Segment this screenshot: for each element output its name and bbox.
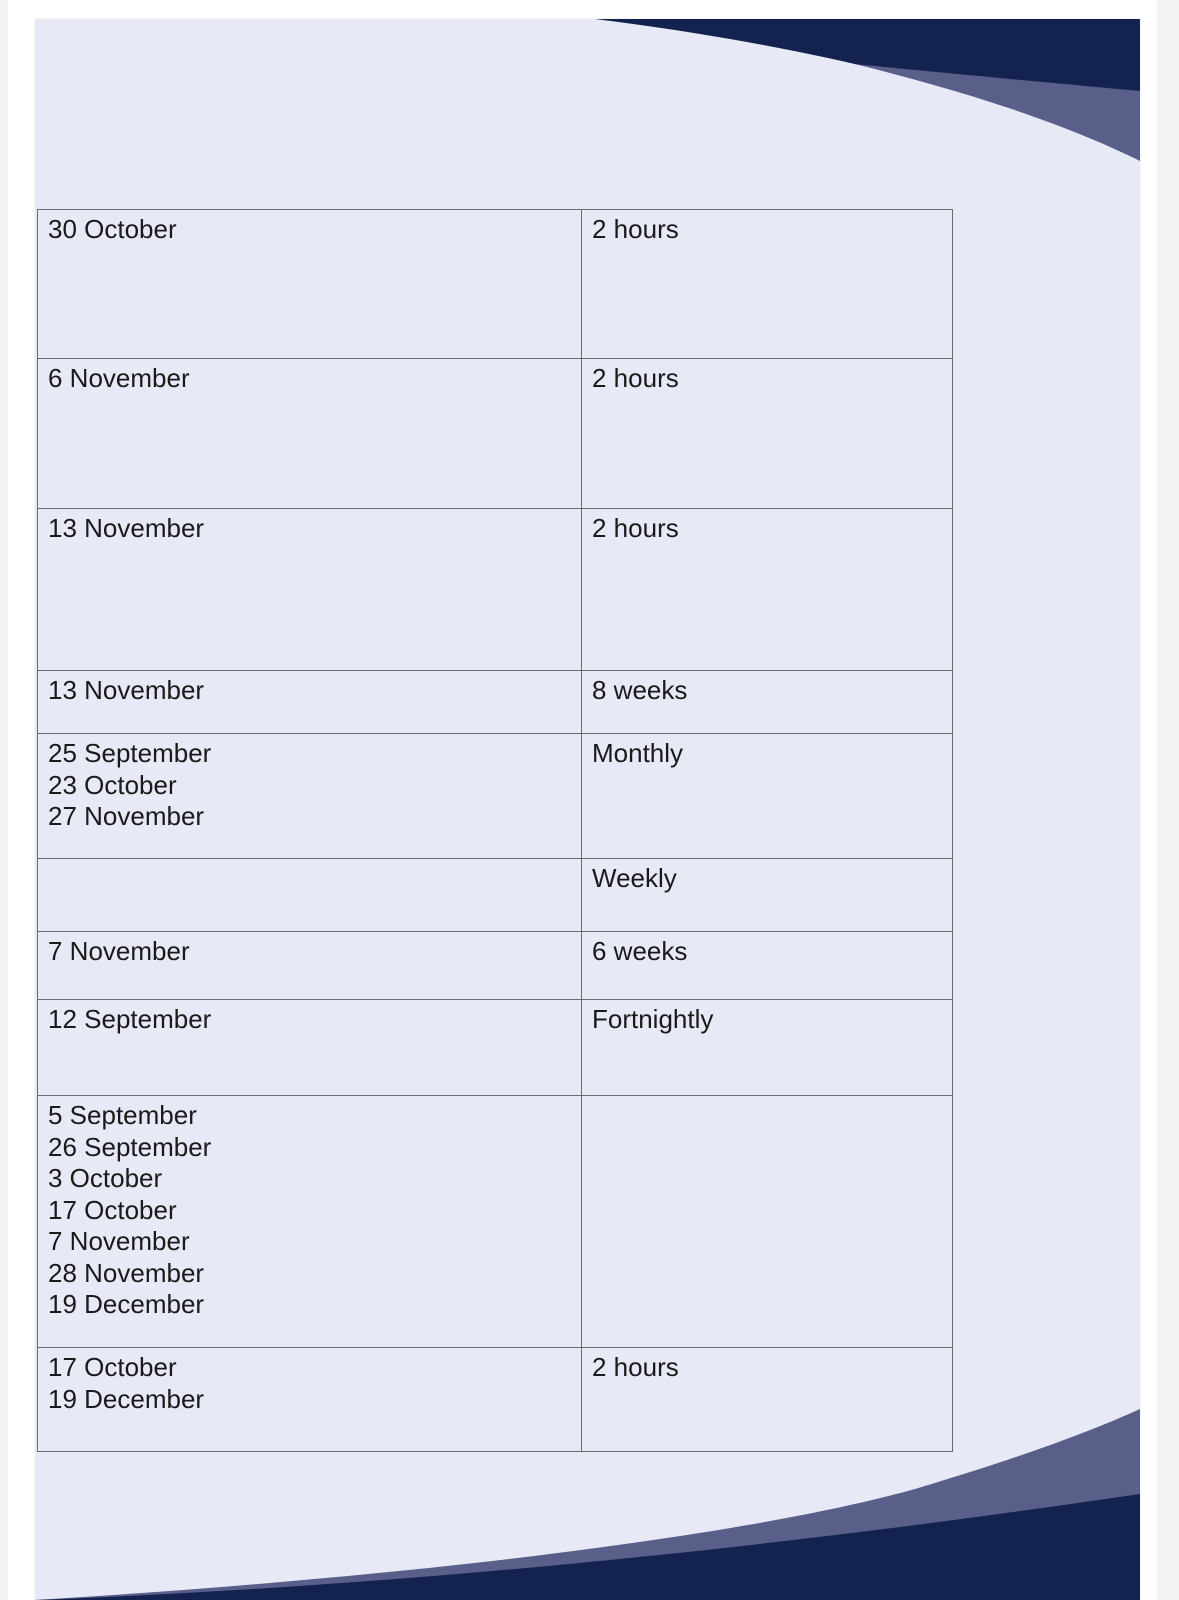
date-cell [38, 859, 582, 932]
table-row [38, 1348, 953, 1452]
page-top-margin [8, 0, 1157, 19]
duration-text: Monthly [592, 738, 684, 768]
date-text: 17 October [48, 1194, 177, 1225]
date-cell [38, 210, 582, 359]
duration-cell [582, 1348, 953, 1452]
duration-text: Fortnightly [592, 1004, 714, 1034]
date-cell [38, 932, 582, 1000]
duration-text: 2 hours [592, 363, 679, 393]
duration-text: Weekly [592, 863, 677, 893]
duration-cell [582, 1096, 953, 1348]
table-row [38, 859, 953, 932]
duration-cell [582, 359, 953, 509]
date-cell [38, 734, 582, 859]
table-row [38, 1096, 953, 1348]
table-row [38, 734, 953, 859]
duration-cell [582, 734, 953, 859]
date-text: 13 November [48, 675, 205, 705]
date-text: 26 September [48, 1131, 212, 1162]
date-text: 28 November [48, 1257, 205, 1288]
date-cell [38, 1096, 582, 1348]
document-page [35, 19, 1140, 1600]
page-left-margin [8, 0, 35, 1600]
date-text: 19 December [48, 1383, 205, 1414]
date-text: 19 December [48, 1289, 205, 1319]
duration-cell [582, 1000, 953, 1096]
table-row [38, 210, 953, 359]
table-row [38, 359, 953, 509]
table-row [38, 509, 953, 671]
date-text: 25 September [48, 738, 212, 768]
duration-cell [582, 509, 953, 671]
date-cell [38, 1000, 582, 1096]
date-text: 27 November [48, 801, 205, 831]
duration-text: 6 weeks [592, 936, 688, 966]
schedule-table [37, 209, 953, 1452]
date-cell [38, 671, 582, 734]
date-text: 7 November [48, 936, 190, 966]
duration-cell [582, 932, 953, 1000]
duration-text: 2 hours [592, 1352, 679, 1382]
date-text: 30 October [48, 214, 177, 244]
table-row [38, 671, 953, 734]
duration-cell [582, 671, 953, 734]
table-row [38, 932, 953, 1000]
date-cell [38, 1348, 582, 1452]
date-text: 17 October [48, 1352, 177, 1382]
duration-text: 2 hours [592, 214, 679, 244]
date-text: 12 September [48, 1004, 212, 1034]
date-text: 5 September [48, 1100, 197, 1130]
duration-text: 8 weeks [592, 675, 688, 705]
date-text: 3 October [48, 1163, 163, 1193]
date-text: 7 November [48, 1226, 190, 1256]
page-right-margin [1140, 0, 1157, 1600]
date-text: 23 October [48, 769, 177, 800]
duration-cell [582, 210, 953, 359]
duration-cell [582, 859, 953, 932]
duration-text: 2 hours [592, 513, 679, 543]
date-text: 6 November [48, 363, 190, 393]
date-text: 13 November [48, 513, 205, 543]
date-cell [38, 509, 582, 671]
date-cell [38, 359, 582, 509]
table-row [38, 1000, 953, 1096]
